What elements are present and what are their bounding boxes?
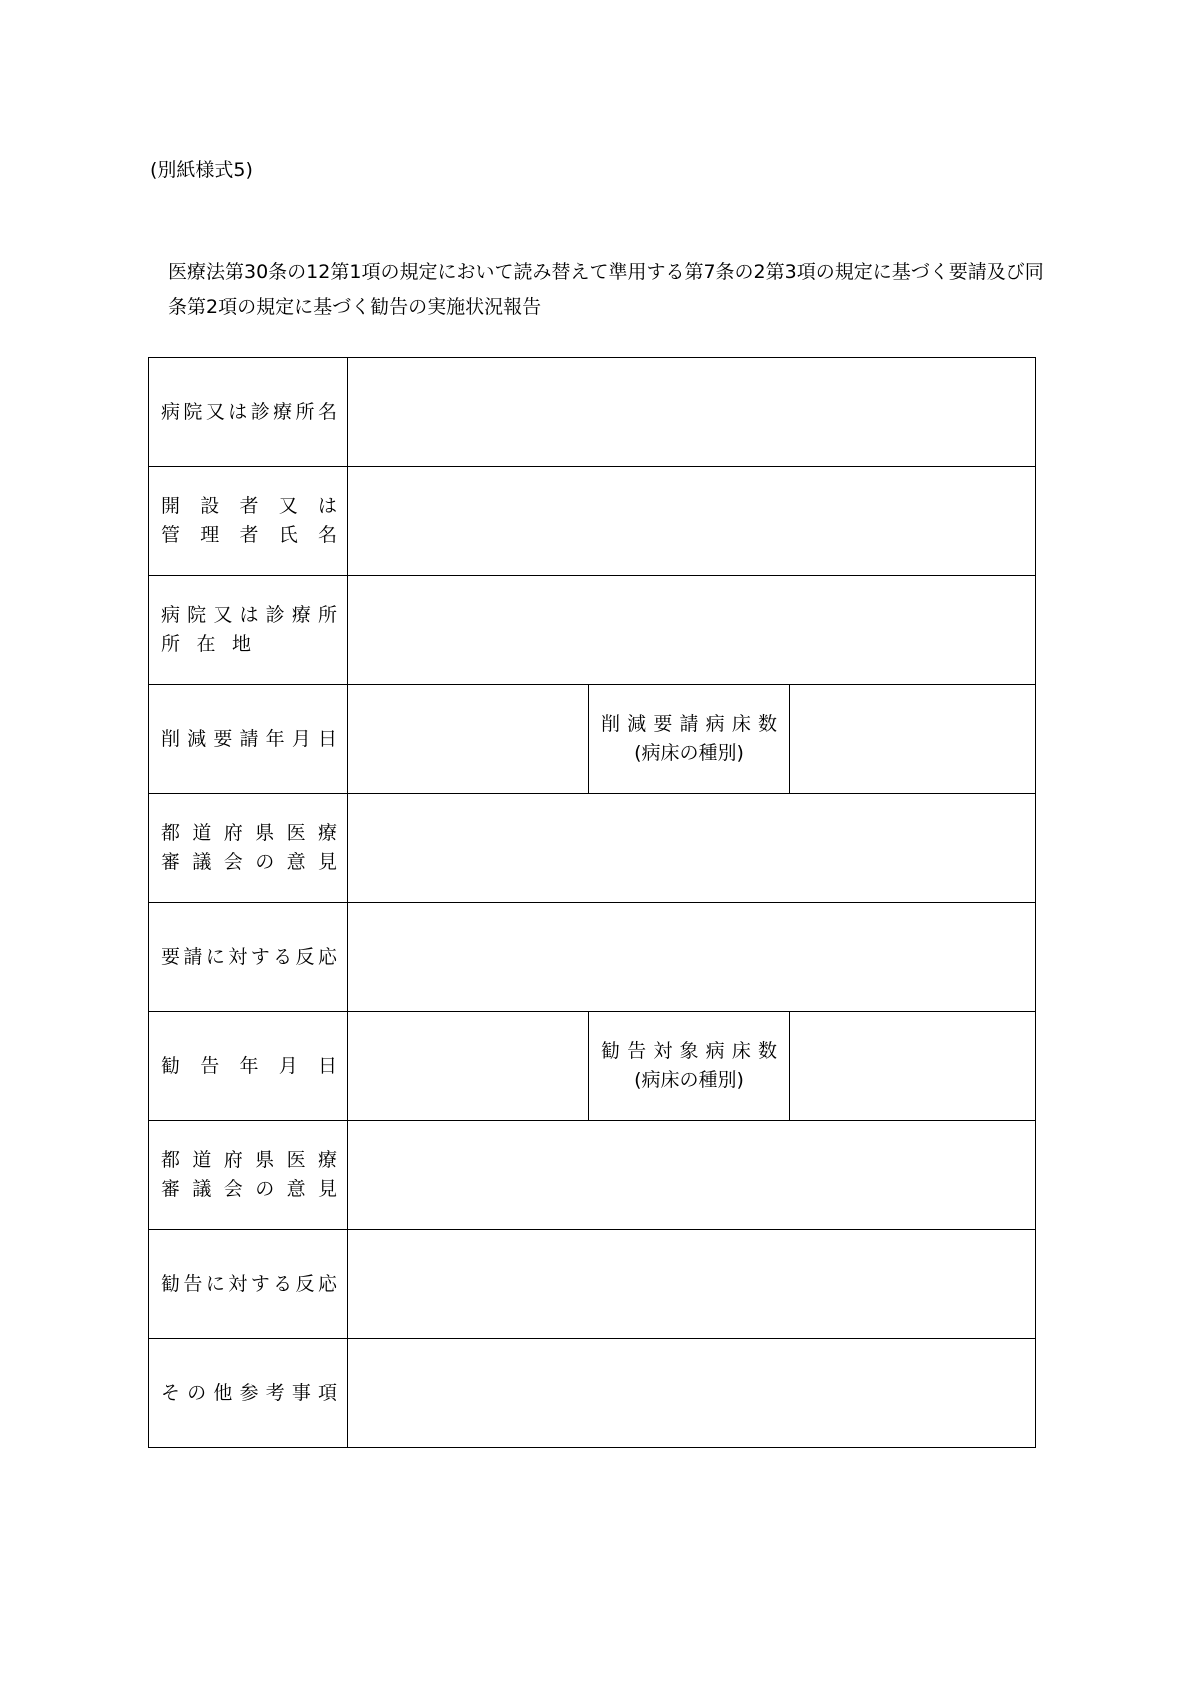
recommendation-date-field[interactable] (348, 1012, 589, 1121)
bed-type-note: (病床の種別) (634, 742, 744, 764)
recommendation-bed-count-label: 勧告対象病床数 (601, 1040, 777, 1062)
response-to-recommendation-label: 勧告に対する反応 (161, 1272, 337, 1295)
form-id: (別紙様式5) (150, 159, 253, 181)
table-row (149, 467, 1036, 576)
table-row (149, 1012, 1036, 1121)
reduction-request-date-field[interactable] (348, 685, 589, 794)
table-row (149, 1339, 1036, 1448)
reduction-bed-count-label: 削減要請病床数 (601, 713, 777, 735)
recommendation-bed-count-field[interactable] (790, 1012, 1036, 1121)
location-field[interactable] (348, 576, 1036, 685)
table-row (149, 1121, 1036, 1230)
response-to-request-field[interactable] (348, 903, 1036, 1012)
council-opinion-label-line1: 都道府県医療 (161, 822, 337, 844)
location-label-line1: 病院又は診療所 (161, 604, 337, 626)
facility-name-label: 病院又は診療所名 (161, 400, 337, 423)
reduction-bed-count-field[interactable] (790, 685, 1036, 794)
facility-name-field[interactable] (348, 358, 1036, 467)
table-row (149, 1230, 1036, 1339)
other-notes-field[interactable] (348, 1339, 1036, 1448)
response-to-recommendation-field[interactable] (348, 1230, 1036, 1339)
table-row (149, 903, 1036, 1012)
council-opinion-label-line2: 審議会の意見 (161, 1178, 337, 1200)
table-row (149, 576, 1036, 685)
location-label-line2: 所 在 地 (161, 633, 251, 655)
other-notes-label: その他参考事項 (161, 1381, 337, 1404)
council-opinion-label-line2: 審議会の意見 (161, 851, 337, 873)
founder-name-field[interactable] (348, 467, 1036, 576)
table-row (149, 358, 1036, 467)
table-row (149, 685, 1036, 794)
bed-type-note: (病床の種別) (634, 1069, 744, 1091)
reduction-request-date-label: 削減要請年月日 (161, 727, 337, 750)
founder-name-label-line2: 管 理 者 氏 名 (161, 524, 337, 546)
recommendation-date-label: 勧 告 年 月 日 (161, 1054, 337, 1077)
document-title: 医療法第30条の12第1項の規定において読み替えて準用する第7条の2第3項の規定に基づく要請及び同条第2項の規定に基づく勧告の実施状況報告 (168, 261, 1044, 318)
founder-name-label-line1: 開 設 者 又 は (161, 495, 337, 517)
council-opinion-field[interactable] (348, 1121, 1036, 1230)
council-opinion-field[interactable] (348, 794, 1036, 903)
table-row (149, 794, 1036, 903)
council-opinion-label-line1: 都道府県医療 (161, 1149, 337, 1171)
response-to-request-label: 要請に対する反応 (161, 945, 337, 968)
report-table (148, 357, 1036, 1448)
